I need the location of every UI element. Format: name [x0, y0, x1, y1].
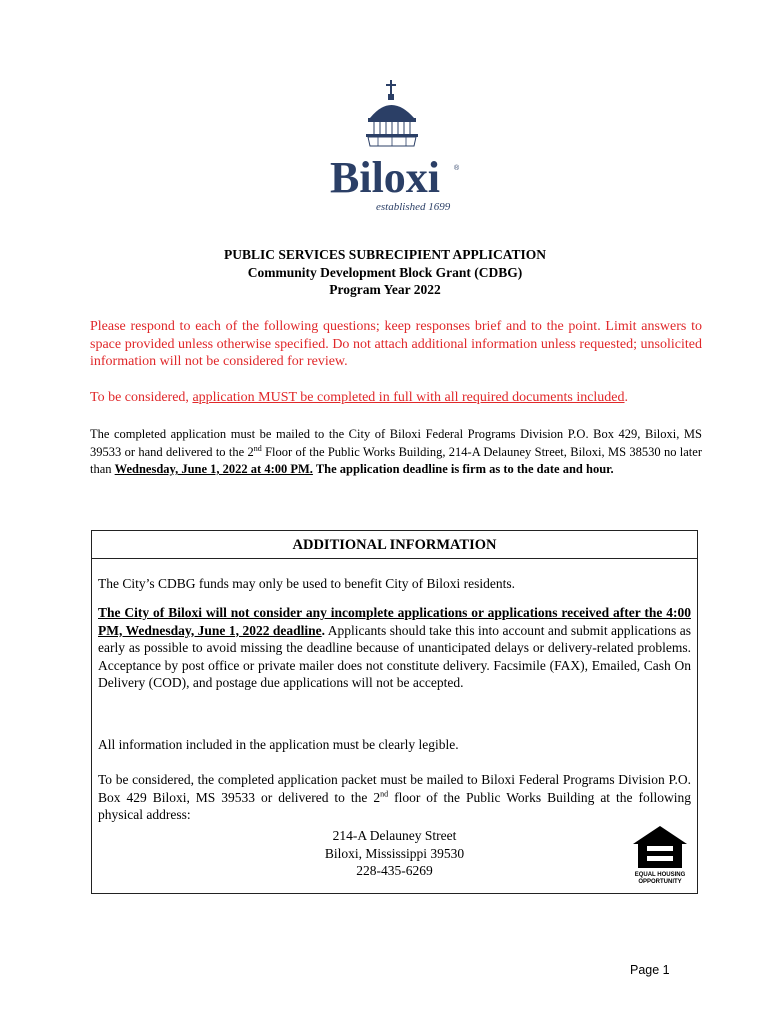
deadline-text: Wednesday, June 1, 2022 at 4:00 PM.: [114, 462, 313, 476]
address-city: Biloxi, Mississippi 39530: [324, 845, 465, 861]
physical-address: [92, 827, 697, 880]
page-number: Page 1: [630, 963, 670, 977]
title-divider: [92, 558, 697, 559]
svg-text:established 1699: established 1699: [376, 201, 451, 213]
header-subtitle: Community Development Block Grant (CDBG): [247, 264, 523, 280]
header-program-year: Program Year 2022: [329, 282, 441, 297]
address-street: 214-A Delauney Street: [332, 828, 457, 843]
address-phone: 228-435-6269: [356, 863, 433, 878]
deadline-firm-text: The application deadline is firm as to the date and hour.: [312, 462, 614, 476]
additional-information-box: [91, 530, 698, 894]
additional-information-title: ADDITIONAL INFORMATION: [292, 537, 497, 553]
legibility-paragraph: All information included in the application must be clearly legible.: [98, 737, 459, 752]
document-header: [0, 246, 770, 299]
svg-text:Biloxi: Biloxi: [330, 153, 441, 202]
equal-housing-logo: [629, 824, 691, 884]
equal-housing-opportunity-icon: [629, 824, 691, 884]
completeness-notice: To be considered, application MUST be completed in full with all required documents included.: [90, 390, 629, 405]
instructions-paragraph: Please respond to each of the following questions; keep responses brief and to the point. Limit answers to space provided unless otherwise specified. Do not attach additional information unless requested; unsolicited information will not be considered for review.: [90, 319, 702, 369]
biloxi-logo: [318, 74, 468, 220]
svg-text:EQUAL HOUSING: EQUAL HOUSING: [634, 872, 686, 878]
residents-paragraph: The City’s CDBG funds may only be used to benefit City of Biloxi residents.: [98, 576, 515, 591]
deadline-policy-paragraph: The City of Biloxi will not consider any incomplete applications or applications received after the 4:00 PM, Wednesday, June 1, 2022 deadline. Applicants should take this into account and submit applications as early as possible to avoid missing the deadline because of unanticipated delays or delivery-related problems. Acceptance by post office or private mailer does not constitute delivery. Facsimile (FAX), Emailed, Cash On Delivery (COD), and postage due applications will not be accepted.: [98, 605, 691, 690]
svg-text:OPPORTUNITY: OPPORTUNITY: [638, 879, 682, 884]
delivery-paragraph: To be considered, the completed application packet must be mailed to Biloxi Federal Programs Division P.O. Box 429 Biloxi, MS 39533 or delivered to the 2nd floor of the Public Works Building at the following physical address:: [98, 772, 691, 822]
svg-text:®: ®: [454, 165, 460, 172]
mailing-paragraph: The completed application must be mailed to the City of Biloxi Federal Programs Division P.O. Box 429, Biloxi, MS 39533 or hand delivered to the 2nd Floor of the Public Works Building, 214-A Delauney Street, Biloxi, MS 38530 no later than Wednesday, June 1, 2022 at 4:00 PM. The application deadline is firm as to the date and hour.: [90, 427, 702, 476]
completeness-notice-underlined: application MUST be completed in full with all required documents included: [192, 390, 625, 405]
lighthouse-dome-icon: [318, 74, 468, 220]
header-title: PUBLIC SERVICES SUBRECIPIENT APPLICATION: [224, 247, 546, 262]
